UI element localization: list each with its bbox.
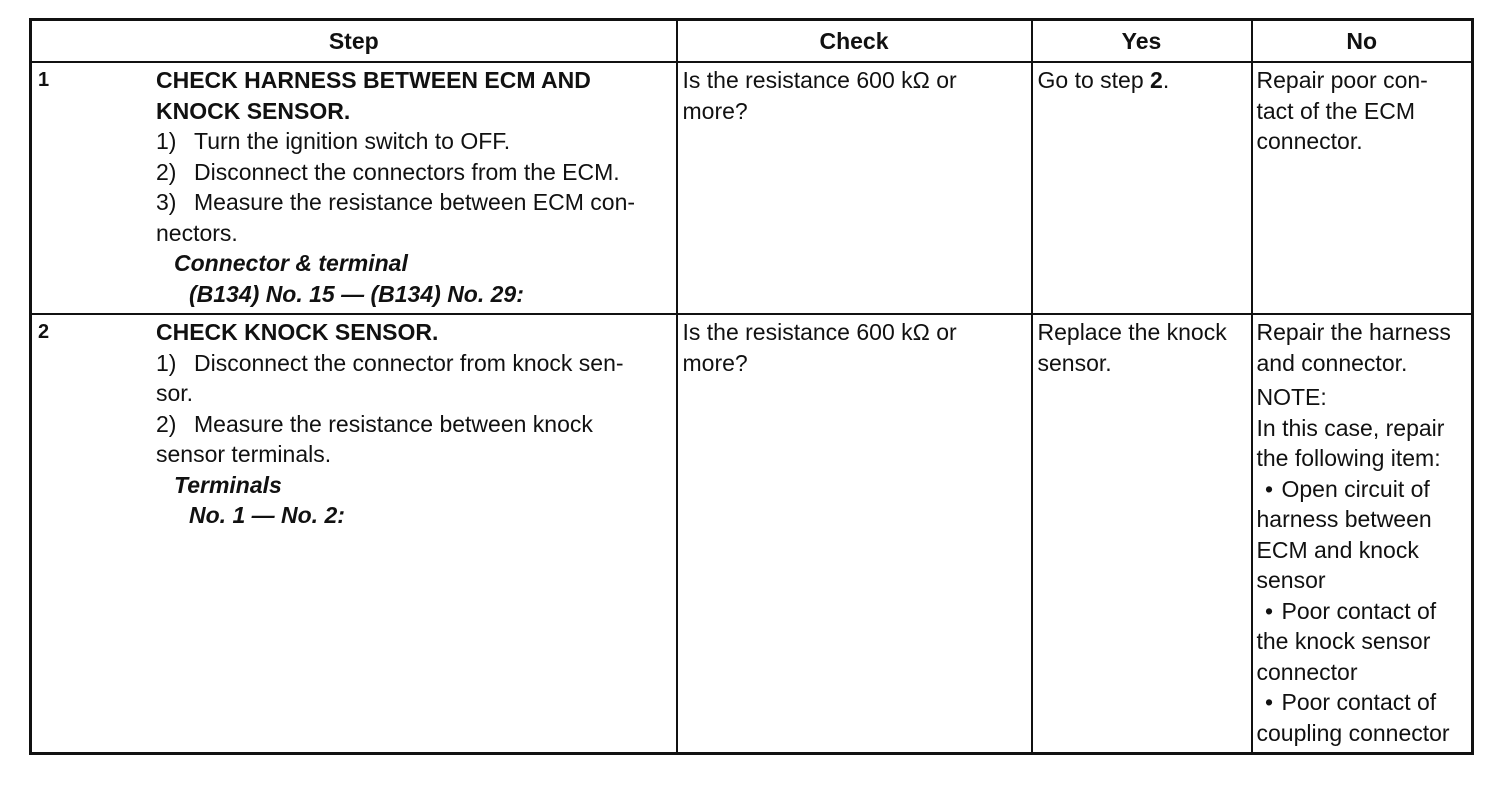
bullet-icon: •: [1264, 689, 1274, 715]
terminals-label: Terminals: [174, 471, 282, 498]
step-title-line: KNOCK SENSOR.: [156, 97, 351, 124]
connector-label: Connector & terminal: [174, 250, 408, 276]
instruction-text: Disconnect the connectors from the ECM.: [194, 158, 620, 185]
terminals-value: No. 1 — No. 2:: [189, 502, 345, 528]
bullet-icon: •: [1264, 475, 1274, 502]
instruction-number: 1): [156, 128, 177, 154]
instruction-number: 2): [156, 158, 177, 185]
no-text-line: connector.: [1256, 128, 1363, 154]
bullet-text: Poor contact of: [1281, 689, 1437, 715]
no-text-line: tact of the ECM: [1256, 97, 1416, 124]
instruction: [156, 187, 670, 218]
bullet-continuation: ECM and knock: [1256, 536, 1419, 563]
check-cell-1: [677, 62, 1032, 314]
instruction-number: 3): [156, 189, 177, 215]
bullet-item: [1257, 687, 1468, 718]
step-cell-1: [31, 62, 677, 314]
no-text-line: Repair poor con-: [1256, 67, 1428, 93]
check-text-line: more?: [682, 349, 748, 376]
instruction-text: Turn the ignition switch to OFF.: [194, 128, 511, 154]
instruction-number: 2): [156, 410, 177, 437]
header-step: Step: [31, 20, 677, 63]
bullet-item: [1257, 596, 1468, 627]
instruction: [156, 157, 670, 188]
yes-text-line: Replace the knock: [1037, 319, 1227, 345]
check-text-line: Is the resistance 600 kΩ or: [682, 67, 957, 93]
step-title-line: CHECK KNOCK SENSOR.: [156, 319, 439, 345]
no-text-line: and connector.: [1256, 349, 1408, 376]
step-body: [156, 65, 670, 309]
header-check: Check: [677, 20, 1032, 63]
bullet-continuation: sensor: [1256, 567, 1326, 593]
table-row-step-2: [31, 314, 1473, 754]
table-row-step-1: [31, 62, 1473, 314]
diagnostic-table: [29, 18, 1474, 755]
no-cell-1: [1252, 62, 1473, 314]
yes-cell-1: [1032, 62, 1252, 314]
no-text-line: Repair the harness: [1256, 319, 1451, 345]
bullet-text: Poor contact of: [1281, 597, 1437, 624]
instruction-text: Disconnect the connector from knock sen-: [194, 349, 624, 376]
check-text-line: Is the resistance 600 kΩ or: [682, 319, 957, 345]
bullet-item: [1257, 474, 1468, 505]
instruction-text: Measure the resistance between ECM con-: [194, 189, 636, 215]
yes-step-ref: 2: [1150, 67, 1163, 93]
bullet-text: Open circuit of: [1281, 475, 1430, 502]
yes-text-line: sensor.: [1037, 349, 1112, 376]
bullet-icon: •: [1264, 597, 1274, 624]
note-label: NOTE:: [1256, 384, 1327, 410]
bullet-continuation: harness between: [1256, 506, 1432, 532]
yes-cell-2: [1032, 314, 1252, 754]
header-no: No: [1252, 20, 1473, 63]
bullet-continuation: connector: [1256, 658, 1358, 685]
header-yes: Yes: [1032, 20, 1252, 63]
instruction-continuation: sor.: [156, 380, 194, 406]
yes-text-suffix: .: [1162, 67, 1170, 93]
instruction-continuation: nectors.: [156, 219, 238, 246]
step-number: 1: [38, 69, 50, 91]
yes-text: Go to step: [1037, 67, 1151, 93]
note-text-line: In this case, repair: [1256, 414, 1445, 441]
instruction: [156, 348, 670, 379]
no-cell-2: [1252, 314, 1473, 754]
instruction: [156, 409, 670, 440]
step-title-line: CHECK HARNESS BETWEEN ECM AND: [156, 67, 591, 93]
check-cell-2: [677, 314, 1032, 754]
note-text-line: the following item:: [1256, 445, 1441, 471]
bullet-continuation: coupling connector: [1256, 719, 1450, 746]
step-body: [156, 317, 670, 531]
step-cell-2: [31, 314, 677, 754]
instruction-continuation: sensor terminals.: [156, 441, 332, 467]
bullet-continuation: the knock sensor: [1256, 628, 1431, 654]
check-text-line: more?: [682, 97, 748, 124]
header-row: [31, 20, 1473, 63]
instruction-number: 1): [156, 349, 177, 376]
instruction-text: Measure the resistance between knock: [194, 410, 593, 437]
connector-value: (B134) No. 15 — (B134) No. 29:: [189, 280, 524, 307]
instruction: [156, 126, 670, 157]
step-number: 2: [38, 321, 50, 343]
